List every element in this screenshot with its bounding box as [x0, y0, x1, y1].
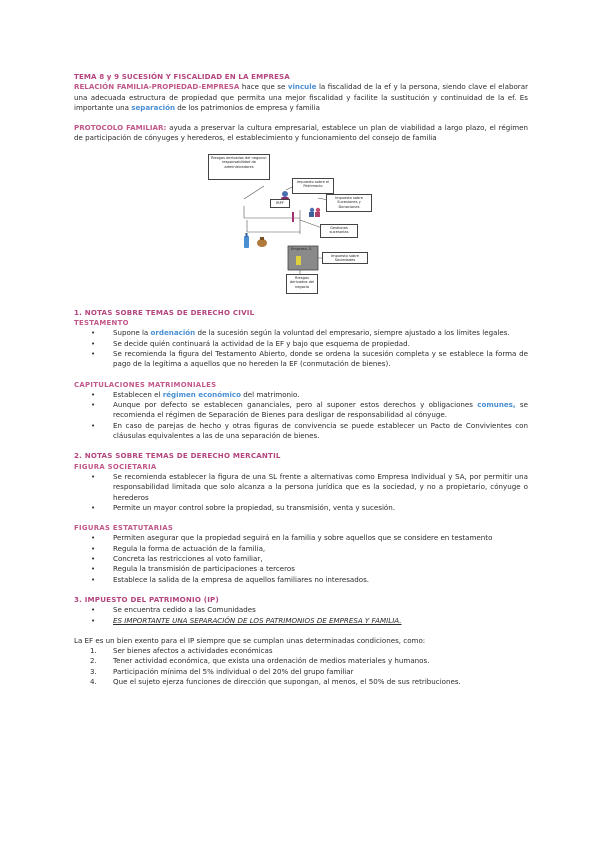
list-item: • Se decide quién continuará la actividad de la EF y bajo que esquema de propiedad. — [74, 339, 528, 349]
keyword-vincule: vincule — [287, 82, 317, 92]
capitulaciones-heading: CAPITULACIONES MATRIMONIALES — [74, 380, 217, 389]
label-empresa: Empresa, S. — [291, 246, 313, 251]
list-item: 2. Tener actividad económica, que exista una ordenación de medios materiales y humanos. — [90, 656, 430, 666]
list-item: • Concreta las restricciones al voto familiar, — [74, 554, 528, 564]
relacion-label: RELACIÓN FAMILIA-PROPIEDAD-EMPRESA — [74, 82, 240, 92]
ip-conditions-list — [74, 646, 528, 687]
estatutarias-heading: FIGURAS ESTATUTARIAS — [74, 524, 174, 533]
bottle-icon — [244, 233, 249, 248]
list-item: • Se recomienda establecer la figura de una SL frente a alternativas como Empresa Individual y SA, por permitir una responsabilidad limitada que solo alcanza a la persona jurídica que es la sociedad, y no a propietario, cónyuge o herederos — [74, 472, 528, 503]
keyword-comunes: comunes, — [477, 400, 516, 410]
list-item: • Permiten asegurar que la propiedad seguirá en la familia y sobre aquellos que se considere en testamento — [74, 533, 528, 543]
list-item: • En caso de parejas de hecho y otras figuras de convivencia se puede establecer un Pacto de Convivientes con cláusulas equivalentes a las de una separación de bienes. — [74, 421, 528, 442]
document-page — [74, 72, 528, 687]
societaria-list — [74, 472, 528, 513]
protocolo-paragraph: PROTOCOLO FAMILIAR: ayuda a preservar la cultura empresarial, establece un plan de viabilidad a largo plazo, el régimen de participación de cónyuges y herederos, el establecimiento y funcionamiento del consejo de familia — [74, 123, 528, 143]
bag-icon — [257, 237, 267, 247]
page-title: TEMA 8 y 9 SUCESIÓN Y FISCALIDAD EN LA EMPRESA — [74, 72, 290, 81]
box-impuesto-sociedades: Impuesto sobre Sociedades — [322, 252, 368, 264]
list-item: • Establecen el régimen económico del matrimonio. — [74, 390, 528, 400]
ip-intro: La EF es un bien exento para el IP siempre que se cumplan unas determinadas condiciones, como: — [74, 635, 426, 645]
box-riesgos-negocio: Riesgos derivados del negocio — [286, 274, 318, 294]
testamento-heading: TESTAMENTO — [74, 319, 129, 328]
list-item: • Permite un mayor control sobre la propiedad, su transmisión, venta y sucesión. — [74, 503, 528, 513]
important-note: ES IMPORTANTE UNA SEPARACIÓN DE LOS PATRIMONIOS DE EMPRESA Y FAMILIA. — [113, 615, 402, 625]
protocolo-label: PROTOCOLO FAMILIAR: — [74, 123, 167, 133]
box-irpf: IRPF — [270, 199, 290, 208]
societaria-heading: FIGURA SOCIETARIA — [74, 462, 157, 471]
list-item: 4. Que el sujeto ejerza funciones de dirección que supongan, al menos, el 50% de sus retribuciones. — [90, 676, 461, 686]
ip-list — [74, 605, 528, 626]
list-item: • Establece la salida de la empresa de aquellos familiares no interesados. — [74, 575, 528, 585]
box-riesgos-administradores: Riesgos derivados del negocio: responsabilidad de administradores — [208, 154, 270, 180]
estatutarias-list — [74, 533, 528, 584]
testamento-list — [74, 328, 528, 369]
box-impuesto-sucesiones: Impuesto sobre Sucesiones y Donaciones — [326, 194, 372, 212]
list-item: 3. Participación mínima del 5% individual o del 20% del grupo familiar — [90, 666, 354, 676]
list-item: • Regula la transmisión de participaciones a terceros — [74, 564, 528, 574]
family-icon — [309, 208, 320, 217]
list-item: • Supone la ordenación de la sucesión según la voluntad del empresario, siempre ajustado a los límites legales. — [74, 328, 528, 338]
keyword-ordenacion: ordenación — [150, 328, 196, 338]
section-1-heading: 1. NOTAS SOBRE TEMAS DE DERECHO CIVIL — [74, 307, 255, 317]
box-impuesto-patrimonio: Impuesto sobre el Patrimonio — [292, 178, 334, 194]
list-item — [74, 616, 528, 626]
relacion-paragraph: RELACIÓN FAMILIA-PROPIEDAD-EMPRESA hace que se vincule la fiscalidad de la ef y la persona, siendo clave el elaborar una adecuada estructura de propiedad que permita una mejor fiscalidad y facilite la sustitución y continuidad de la ef. Es importante una separación de los patrimonios de empresa y familia — [74, 82, 528, 112]
heirs-icon — [292, 212, 294, 222]
list-item: • Aunque por defecto se establecen gananciales, pero al suponer estos derechos y obligaciones comunes, se recomienda el régimen de Separación de Bienes para desligar de responsabilidad al cónyuge. — [74, 400, 528, 421]
section-2-heading: 2. NOTAS SOBRE TEMAS DE DERECHO MERCANTIL — [74, 451, 281, 461]
keyword-separacion: separación — [131, 102, 176, 112]
box-gestiones-sucesorias: Gestiones sucesorias — [320, 224, 358, 238]
fiscal-structure-diagram — [74, 148, 528, 298]
keyword-regimen: régimen económico — [162, 389, 242, 399]
list-item: 1. Ser bienes afectos a actividades económicas — [90, 646, 273, 656]
list-item: • Regula la forma de actuación de la familia, — [74, 544, 528, 554]
list-item: • Se encuentra cedido a las Comunidades — [74, 605, 528, 615]
list-item: • Se recomienda la figura del Testamento Abierto, donde se ordena la sucesión completa y se establece la forma de pago de la legítima a aquellos que no hereden la EF (conmutación de bienes). — [74, 349, 528, 370]
capitulaciones-list — [74, 390, 528, 441]
section-3-heading: 3. IMPUESTO DEL PATRIMONIO (IP) — [74, 594, 219, 604]
